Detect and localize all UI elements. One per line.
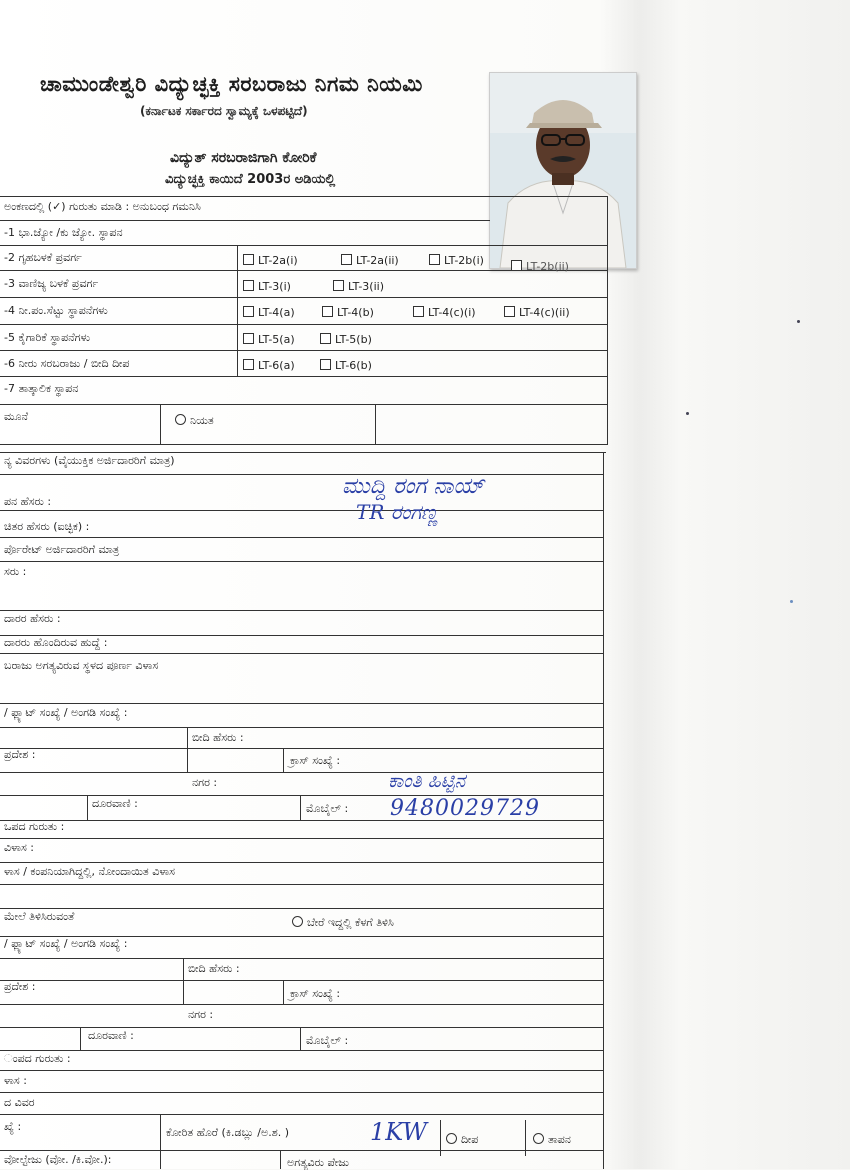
tariff-checkbox[interactable]: LT-6(b) bbox=[320, 359, 372, 372]
rule bbox=[0, 376, 608, 377]
rule bbox=[0, 1004, 604, 1005]
voltage-label: ವೋಲ್ಟೇಜು (ವೋ. /ಕಿ.ವೋ.): bbox=[4, 1153, 112, 1166]
rule bbox=[0, 1114, 604, 1115]
form-subtitle: (ಕರ್ನಾಟಕ ಸರ್ಕಾರದ ಸ್ವಾಮ್ಯಕ್ಕೆ ಒಳಪಟ್ಟಿದೆ) bbox=[140, 104, 308, 118]
handwritten-name: ಮುದ್ದಿ ರಂಗ ನಾಯ್ bbox=[342, 474, 485, 499]
rule bbox=[0, 748, 604, 749]
rule bbox=[0, 245, 608, 246]
number-label: ಖ್ಯೆ : bbox=[4, 1120, 22, 1133]
rule bbox=[0, 1070, 604, 1071]
city-label: ನಗರ : bbox=[188, 1008, 214, 1021]
applicant-photo bbox=[489, 72, 637, 269]
rule bbox=[0, 1150, 604, 1151]
tariff-checkbox[interactable]: LT-4(c)(ii) bbox=[504, 306, 570, 319]
rule bbox=[0, 297, 608, 298]
rule bbox=[187, 727, 188, 772]
same-as-above-label: ಮೇಲೆ ತಿಳಿಸಿರುವಂತೆ bbox=[4, 910, 75, 923]
tariff-checkbox[interactable]: LT-2a(i) bbox=[243, 254, 298, 267]
tariff-checkbox[interactable]: LT-3(ii) bbox=[333, 280, 384, 293]
supply-mode-label: ಮೂನೆ bbox=[4, 410, 29, 423]
scan-speck bbox=[790, 600, 793, 603]
rule bbox=[300, 1027, 301, 1050]
applicant-name-label: ಪನ ಹೆಸರು : bbox=[4, 495, 52, 508]
phone-label: ದೂರವಾಣಿ : bbox=[92, 797, 138, 810]
rule bbox=[0, 510, 604, 511]
rule bbox=[0, 958, 604, 959]
rule bbox=[0, 838, 604, 839]
rule bbox=[0, 444, 608, 445]
handwritten-mobile: 9480029729 bbox=[390, 796, 540, 821]
other-address-radio[interactable]: ಬೇರೆ ಇದ್ದಲ್ಲಿ ಕೆಳಗೆ ತಿಳಿಸಿ bbox=[292, 916, 394, 930]
rule bbox=[525, 1120, 526, 1156]
rule bbox=[87, 795, 88, 820]
owner-name-label: ದಾರರ ಹೆಸರು : bbox=[4, 612, 61, 625]
tariff-row-label: -6 ನೀರು ಸರಬರಾಜು / ಬೀದಿ ದೀಪ bbox=[4, 357, 130, 370]
personal-details-header: ನ್ಯ ವಿವರಗಳು (ವೈಯುಕ್ತಿಕ ಅರ್ಜಿದಾರರಿಗೆ ಮಾತ್ರ) bbox=[4, 454, 175, 467]
rule bbox=[0, 220, 490, 221]
rule bbox=[0, 908, 604, 909]
landmark-label: ಒಪದ ಗುರುತು : bbox=[4, 820, 65, 833]
rule bbox=[183, 958, 184, 1004]
rule bbox=[0, 1092, 604, 1093]
supply-address-header: ಬರಾಜು ಅಗತ್ಯವಿರುವ ಸ್ಥಳದ ಪೂರ್ಣ ವಿಳಾಸ bbox=[4, 659, 159, 672]
rule bbox=[0, 610, 604, 611]
rule bbox=[300, 795, 301, 820]
tariff-checkbox[interactable]: LT-2b(ii) bbox=[511, 260, 569, 273]
tariff-checkbox[interactable]: LT-2a(ii) bbox=[341, 254, 399, 267]
rule bbox=[0, 537, 604, 538]
scan-speck bbox=[797, 320, 800, 323]
rule bbox=[603, 452, 604, 1169]
tariff-checkbox[interactable]: LT-5(a) bbox=[243, 333, 295, 346]
rule bbox=[160, 1114, 161, 1169]
rule bbox=[375, 404, 376, 444]
rule bbox=[280, 1150, 281, 1169]
handwritten-city: ಕಾಂತಿ ಹಿಟ್ಟಿನ bbox=[388, 770, 466, 792]
alt-name-label: ಚಿತರ ಹೆಸರು (ಐಚ್ಛಿಕ) : bbox=[4, 520, 90, 533]
mobile-label: ಮೊಬೈಲ್ : bbox=[306, 1034, 349, 1047]
rule bbox=[0, 884, 604, 885]
tariff-checkbox[interactable]: LT-6(a) bbox=[243, 359, 295, 372]
rule bbox=[0, 474, 604, 475]
street-name-label: ಬೀದಿ ಹೆಸರು : bbox=[188, 962, 240, 975]
supply-mode-radio[interactable]: ನಿಯತ bbox=[175, 414, 214, 428]
tariff-instruction: ಅಂಕಣದಲ್ಲಿ (✓) ಗುರುತು ಮಾಡಿ : ಅನುಬಂಧ ಗಮನಿಸಿ bbox=[4, 200, 201, 213]
form-title: ಚಾಮುಂಡೇಶ್ವರಿ ವಿದ್ಯುಚ್ಛಕ್ತಿ ಸರಬರಾಜು ನಿಗಮ ನಿಯಮಿ bbox=[40, 72, 423, 96]
requested-load-label: ಕೋರಿತ ಹೊರೆ (ಕಿ.ಡಬ್ಲು /ಅ.ಶ. ) bbox=[166, 1126, 290, 1139]
rule bbox=[0, 703, 604, 704]
house-number-label: / ಫ್ಲ್ಯಾಟ್ ಸಂಖ್ಯೆ / ಅಂಗಡಿ ಸಂಖ್ಯೆ : bbox=[4, 937, 128, 950]
lamp-radio[interactable]: ದೀಪ bbox=[446, 1133, 478, 1147]
rule bbox=[80, 1027, 81, 1050]
rule bbox=[440, 1120, 441, 1156]
applicant-photo-image bbox=[490, 73, 636, 268]
company-address-label: ಳಾಸ / ಕಂಪನಿಯಾಗಿದ್ದಲ್ಲಿ, ನೋಂದಾಯಿತ ವಿಳಾಸ bbox=[4, 865, 176, 878]
rule bbox=[0, 452, 606, 453]
owner-post-label: ದಾರರು ಹೊಂದಿರುವ ಹುದ್ದೆ : bbox=[4, 636, 108, 649]
area-label: ಪ್ರದೇಶ : bbox=[4, 980, 36, 993]
rule bbox=[160, 404, 161, 444]
handwritten-alt-name: TR ರಂಗಣ್ಣ bbox=[356, 500, 439, 524]
rule bbox=[0, 561, 604, 562]
tariff-checkbox[interactable]: LT-4(a) bbox=[243, 306, 295, 319]
address-label: ವಿಳಾಸ : bbox=[4, 841, 34, 854]
required-voltage-label: ಅಗತ್ಯವಿರು ಪೇಜು bbox=[287, 1156, 350, 1169]
handwritten-load: 1KW bbox=[370, 1118, 428, 1146]
street-name-label: ಬೀದಿ ಹೆಸರು : bbox=[192, 731, 244, 744]
rule bbox=[0, 653, 604, 654]
mobile-label: ಮೊಬೈಲ್ : bbox=[306, 802, 349, 815]
tariff-row-label: -2 ಗೃಹಬಳಕೆ ಪ್ರವರ್ಗ bbox=[4, 251, 82, 264]
form-subheading: ವಿದ್ಯುಚ್ಛಕ್ತಿ ಕಾಯಿದೆ 2003ರ ಅಡಿಯಲ್ಲಿ bbox=[165, 172, 336, 187]
heating-radio[interactable]: ತಾಪನ bbox=[533, 1133, 571, 1147]
tariff-checkbox[interactable]: LT-4(b) bbox=[322, 306, 374, 319]
rule bbox=[0, 324, 608, 325]
rule bbox=[0, 196, 608, 197]
cross-number-label: ಕ್ರಾಸ್ ಸಂಖ್ಯೆ : bbox=[290, 987, 341, 1000]
tariff-row-label: -3 ವಾಣಿಜ್ಯ ಬಳಕೆ ಪ್ರವರ್ಗ bbox=[4, 277, 99, 290]
rule bbox=[0, 1050, 604, 1051]
corporate-label: ರ್ಪೊರೇಟ್ ಅರ್ಜಿದಾರರಿಗೆ ಮಾತ್ರ bbox=[4, 543, 120, 556]
rule bbox=[0, 350, 608, 351]
tariff-checkbox[interactable]: LT-4(c)(i) bbox=[413, 306, 476, 319]
phone-label: ದೂರವಾಣಿ : bbox=[88, 1029, 134, 1042]
tariff-row-label: -7 ತಾತ್ಕಾಲಿಕ ಸ್ಥಾಪನ bbox=[4, 382, 79, 395]
city-label: ನಗರ : bbox=[192, 776, 218, 789]
house-number-label: / ಫ್ಲ್ಯಾಟ್ ಸಂಖ್ಯೆ / ಅಂಗಡಿ ಸಂಖ್ಯೆ : bbox=[4, 706, 128, 719]
tariff-row-label: -1 ಭಾ.ಜ್ಯೋ /ಕು ಜ್ಯೋ. ಸ್ಥಾಪನ bbox=[4, 226, 123, 239]
details-label: ದ ವಿವರ bbox=[4, 1096, 35, 1109]
tariff-checkbox[interactable]: LT-3(i) bbox=[243, 280, 291, 293]
tariff-row-label: -5 ಕೈಗಾರಿಕೆ ಸ್ಥಾಪನೆಗಳು bbox=[4, 331, 91, 344]
rule bbox=[283, 980, 284, 1004]
rule bbox=[607, 196, 608, 444]
rule bbox=[0, 772, 604, 773]
form-heading: ವಿದ್ಯುತ್ ಸರಬರಾಜಿಗಾಗಿ ಕೋರಿಕೆ bbox=[170, 150, 317, 166]
landmark-label: ಂಪದ ಗುರುತು : bbox=[4, 1052, 71, 1065]
tariff-checkbox[interactable]: LT-5(b) bbox=[320, 333, 372, 346]
rule bbox=[0, 980, 604, 981]
scan-speck bbox=[686, 412, 689, 415]
rule bbox=[0, 404, 608, 405]
tariff-checkbox[interactable]: LT-2b(i) bbox=[429, 254, 484, 267]
rule bbox=[0, 727, 604, 728]
area-label: ಪ್ರದೇಶ : bbox=[4, 748, 36, 761]
corporate-name-label: ಸರು : bbox=[4, 565, 27, 578]
rule bbox=[237, 245, 238, 377]
rule bbox=[0, 862, 604, 863]
rule bbox=[0, 1027, 604, 1028]
tariff-row-label: -4 ನೀ.ಪಂ.ಸೆಟ್ಟು ಸ್ಥಾಪನೆಗಳು bbox=[4, 304, 108, 317]
rule bbox=[283, 748, 284, 772]
cross-number-label: ಕ್ರಾಸ್ ಸಂಖ್ಯೆ : bbox=[290, 754, 341, 767]
address-label: ಳಾಸ : bbox=[4, 1074, 27, 1087]
